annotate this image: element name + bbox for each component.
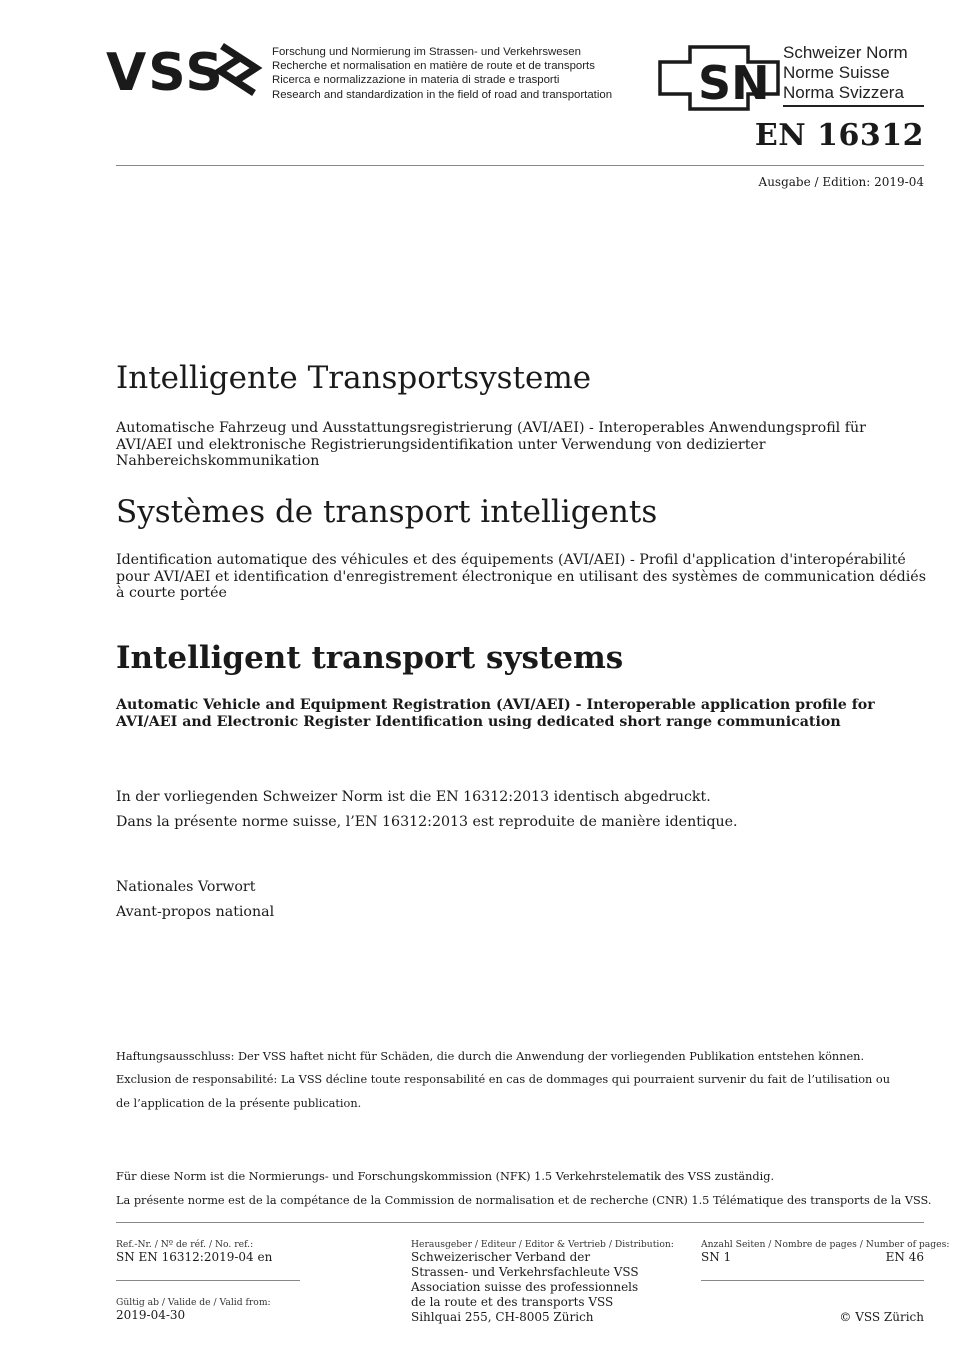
svg-text:SN: SN: [698, 56, 770, 110]
sn-names: [783, 43, 908, 103]
vss-tagline-line: Forschung und Normierung im Strassen- und Verkehrswesen: [272, 46, 581, 58]
sn-name-de: Schweizer Norm: [783, 43, 908, 62]
svg-text:VSS: VSS: [106, 43, 225, 100]
copyright: © VSS Zürich: [839, 1310, 924, 1324]
pages-en: EN 46: [885, 1250, 924, 1264]
identical-statement-de: In der vorliegenden Schweizer Norm ist die EN 16312:2013 identisch abgedruckt.: [116, 789, 711, 805]
disclaimer-de: Haftungsausschluss: Der VSS haftet nicht für Schäden, die durch die Anwendung der vorliegenden Publikation entstehen können.: [116, 1050, 865, 1063]
foreword-de: Nationales Vorwort: [116, 879, 256, 895]
committee-de: Für diese Norm ist die Normierungs- und Forschungskommission (NFK) 1.5 Verkehrstelematik des VSS zuständig.: [116, 1170, 775, 1183]
sn-cross-logo: [656, 44, 780, 112]
sn-name-it: Norma Svizzera: [783, 83, 904, 102]
ref-label: Ref.-Nr. / Nº de réf. / No. ref.:: [116, 1239, 254, 1250]
publisher-line: Schweizerischer Verband der: [411, 1250, 591, 1264]
publisher-line: Strassen- und Verkehrsfachleute VSS: [411, 1265, 639, 1279]
header-divider: [116, 165, 924, 166]
vss-tagline-line: Ricerca e normalizzazione in materia di strade e trasporti: [272, 74, 560, 87]
publisher-address: Sihlquai 255, CH-8005 Zürich: [411, 1310, 594, 1324]
foreword-fr: Avant-propos national: [116, 904, 275, 920]
subtitle-french: Identification automatique des véhicules et des équipements (AVI/AEI) - Profil d'application d'interopérabilité pour AVI/AEI et identification d'enregistrement électronique en utilisant des systèmes de communication dédiés à courte portée: [116, 552, 926, 601]
title-german: Intelligente Transportsysteme: [116, 360, 592, 396]
pages-label: Anzahl Seiten / Nombre de pages / Number of pages:: [701, 1239, 950, 1250]
publisher-line: de la route et des transports VSS: [411, 1295, 614, 1309]
footer-divider: [116, 1222, 924, 1223]
sn-underline: [783, 105, 924, 107]
pages-sn: SN 1: [701, 1250, 732, 1264]
title-english: Intelligent transport systems: [116, 640, 624, 676]
disclaimer-fr-continued: de l’application de la présente publication.: [116, 1097, 362, 1110]
vss-logo: [106, 40, 266, 100]
valid-label: Gültig ab / Valide de / Valid from:: [116, 1297, 271, 1308]
committee-fr: La présente norme est de la compétance de la Commission de normalisation et de recherche (CNR) 1.5 Télématique des transports de la VSS.: [116, 1194, 932, 1207]
disclaimer-fr: Exclusion de responsabilité: La VSS décline toute responsabilité en cas de dommages qui pourraient survenir du fait de l’utilisation ou: [116, 1073, 891, 1086]
publisher-line: Association suisse des professionnels: [411, 1280, 639, 1294]
valid-value: 2019-04-30: [116, 1308, 186, 1322]
publisher-label: Herausgeber / Editeur / Editor & Vertrieb / Distribution:: [411, 1239, 674, 1250]
vss-tagline-line: Research and standardization in the field of road and transportation: [272, 88, 613, 101]
footer-col3-divider: [701, 1280, 924, 1281]
sn-name-fr: Norme Suisse: [783, 63, 890, 82]
subtitle-english: Automatic Vehicle and Equipment Registration (AVI/AEI) - Interoperable application profile for AVI/AEI and Electronic Register Identification using dedicated short range communication: [116, 697, 875, 730]
document-number: EN 16312: [754, 118, 924, 153]
vss-tagline: [272, 45, 612, 102]
vss-tagline-line: Recherche et normalisation en matière de route et de transports: [272, 60, 595, 73]
identical-statement-fr: Dans la présente norme suisse, l’EN 16312:2013 est reproduite de manière identique.: [116, 814, 738, 830]
subtitle-german: Automatische Fahrzeug und Ausstattungsregistrierung (AVI/AEI) - Interoperables Anwendungsprofil für AVI/AEI und elektronische Registrierungsidentifikation unter Verwendung von dedizierter Nahbereichskommunikation: [116, 420, 866, 469]
edition-date: Ausgabe / Edition: 2019-04: [758, 175, 924, 189]
title-french: Systèmes de transport intelligents: [116, 494, 658, 530]
ref-value: SN EN 16312:2019-04 en: [116, 1250, 273, 1264]
footer-col1-divider: [116, 1280, 300, 1281]
